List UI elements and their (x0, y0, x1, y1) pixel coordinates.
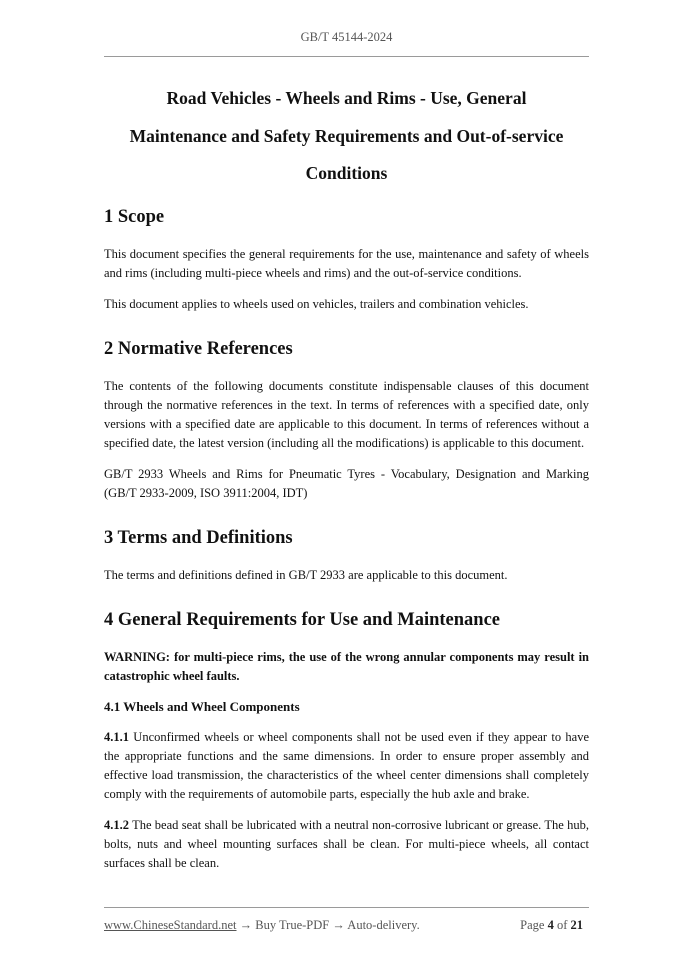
title-line-1: Road Vehicles - Wheels and Rims - Use, General (166, 88, 527, 108)
subsection-heading-wheels: 4.1 Wheels and Wheel Components (104, 698, 300, 714)
website-link[interactable]: www.ChineseStandard.net (104, 918, 237, 932)
current-page-number: 4 (547, 918, 554, 932)
section-heading-general-requirements: 4 General Requirements for Use and Maintenance (104, 609, 500, 630)
footer-promo-text: → Buy True-PDF → Auto-delivery. (236, 918, 420, 932)
section-heading-terms: 3 Terms and Definitions (104, 527, 293, 548)
page-header (104, 30, 589, 57)
page-label: Page (520, 918, 545, 932)
section-heading-scope: 1 Scope (104, 206, 165, 227)
clause-4-1-2-number: 4.1.2 (104, 817, 129, 832)
terms-paragraph: The terms and definitions defined in GB/T 2933 are applicable to this document. (104, 567, 508, 582)
scope-paragraph-1: This document specifies the general requirements for the use, maintenance and safety of wheels and rims (including multi-piece wheels and rims) and the out-of-service conditions. (104, 246, 589, 280)
page-footer (104, 907, 589, 948)
clause-4-1-1-text: Unconfirmed wheels or wheel components shall not be used even if they appear to have the appropriate functions and the same dimensions. In order to ensure proper assembly and effective load transmission, the characteristics of the wheel center dimensions shall completely comply with the requirements of automobile parts, especially the hub axle and brake. (104, 729, 589, 801)
doc-code: GB/T 45144-2024 (300, 30, 393, 44)
normative-reference-entry: GB/T 2933 Wheels and Rims for Pneumatic Tyres - Vocabulary, Designation and Marking (GB/T 2933-2009, ISO 3911:2004, IDT) (104, 466, 589, 500)
of-label: of (556, 918, 568, 932)
title-line-2: Maintenance and Safety Requirements and Out-of-service (129, 125, 564, 146)
warning-paragraph: WARNING: for multi-piece rims, the use of the wrong annular components may result in catastrophic wheel faults. (104, 649, 589, 683)
scope-paragraph-2: This document applies to wheels used on vehicles, trailers and combination vehicles. (104, 296, 529, 311)
clause-4-1-2 (104, 816, 589, 873)
page-content (104, 80, 589, 873)
normative-paragraph-1: The contents of the following documents constitute indispensable clauses of this document through the normative references in the text. In terms of references with a specified date, only versions with a specified date are applicable to this document. In terms of references without a specified date, the latest version (including all the modifications) is applicable to this document. (104, 378, 589, 450)
document-title (104, 80, 589, 193)
total-pages-number: 21 (570, 918, 583, 932)
section-heading-normative-references: 2 Normative References (104, 338, 293, 359)
clause-4-1-2-text: The bead seat shall be lubricated with a neutral non-corrosive lubricant or grease. The hub, bolts, nuts and wheel mounting surfaces shall be clean. For multi-piece wheels, all contact surfaces shall be clean. (104, 817, 589, 870)
footer-promo (104, 918, 420, 933)
page-indicator (520, 918, 583, 933)
clause-4-1-1-number: 4.1.1 (104, 729, 129, 744)
title-line-3: Conditions (305, 163, 388, 183)
clause-4-1-1 (104, 728, 589, 804)
